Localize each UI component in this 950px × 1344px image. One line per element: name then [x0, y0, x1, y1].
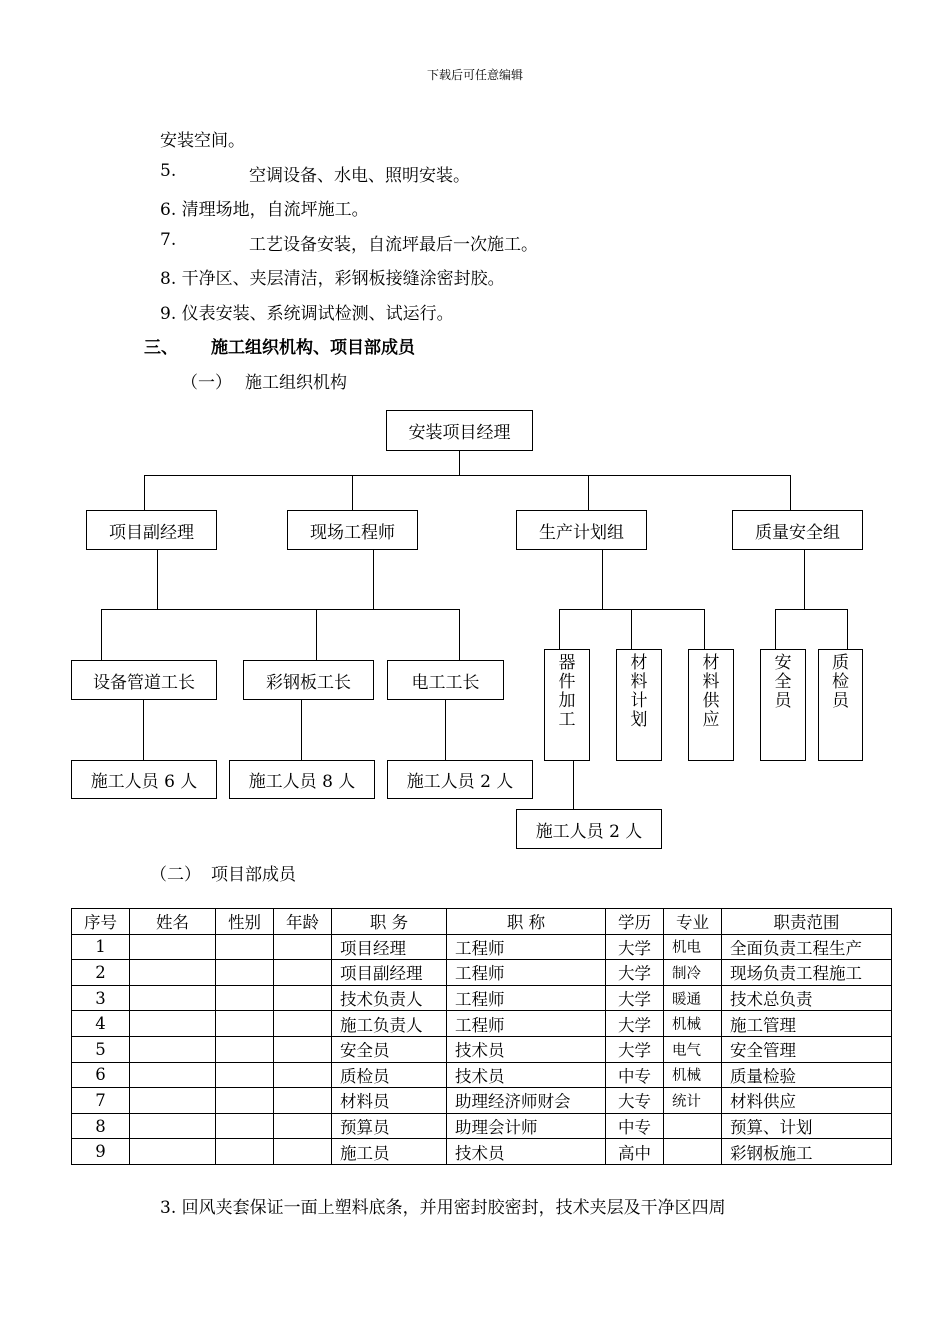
cell-gender — [216, 1011, 274, 1037]
cell-major: 制冷 — [664, 960, 722, 986]
org-node-electrical-foreman: 电工工长 — [387, 660, 504, 700]
cell-title: 工程师 — [447, 1011, 606, 1037]
cell-major: 机械 — [664, 1062, 722, 1088]
cell-index: 4 — [72, 1011, 130, 1037]
table-row — [72, 1113, 892, 1139]
cell-major: 统计 — [664, 1088, 722, 1114]
cell-name — [130, 1139, 216, 1165]
cell-age — [274, 1088, 332, 1114]
cell-age — [274, 1113, 332, 1139]
cell-name — [130, 1036, 216, 1062]
org-node-production-planning: 生产计划组 — [516, 510, 647, 550]
cell-title: 技术员 — [447, 1062, 606, 1088]
cell-index: 6 — [72, 1062, 130, 1088]
cell-position: 项目经理 — [332, 934, 447, 960]
cell-major: 暖通 — [664, 985, 722, 1011]
cell-index: 2 — [72, 960, 130, 986]
org-node-deputy-manager: 项目副经理 — [86, 510, 217, 550]
cell-title: 工程师 — [447, 934, 606, 960]
cell-title: 助理经济师财会 — [447, 1088, 606, 1114]
cell-education: 高中 — [606, 1139, 664, 1165]
table-row — [72, 1062, 892, 1088]
cell-responsibility: 彩钢板施工 — [722, 1139, 892, 1165]
col-header-index: 序号 — [72, 909, 130, 935]
cell-responsibility: 技术总负责 — [722, 985, 892, 1011]
cell-position: 技术负责人 — [332, 985, 447, 1011]
cell-name — [130, 1062, 216, 1088]
cell-index: 7 — [72, 1088, 130, 1114]
cell-gender — [216, 960, 274, 986]
table-row — [72, 934, 892, 960]
cell-title: 技术员 — [447, 1139, 606, 1165]
cell-gender — [216, 1088, 274, 1114]
cell-major — [664, 1139, 722, 1165]
cell-name — [130, 934, 216, 960]
cell-gender — [216, 1062, 274, 1088]
org-node-steel-panel-foreman: 彩钢板工长 — [243, 660, 374, 700]
cell-gender — [216, 985, 274, 1011]
cell-index: 8 — [72, 1113, 130, 1139]
cell-education: 大专 — [606, 1088, 664, 1114]
text-line-footer: 3. 回风夹套保证一面上塑料底条，并用密封胶密封，技术夹层及干净区四周 — [160, 1198, 726, 1218]
list-text-7: 工艺设备安装，自流坪最后一次施工。 — [249, 235, 538, 255]
cell-position: 施工员 — [332, 1139, 447, 1165]
cell-title: 技术员 — [447, 1036, 606, 1062]
cell-position: 安全员 — [332, 1036, 447, 1062]
cell-education: 大学 — [606, 1011, 664, 1037]
cell-gender — [216, 934, 274, 960]
cell-gender — [216, 1113, 274, 1139]
subsection-1-title: 施工组织机构 — [245, 373, 347, 393]
cell-name — [130, 1011, 216, 1037]
col-header-title: 职 称 — [447, 909, 606, 935]
table-row — [72, 1036, 892, 1062]
table-row — [72, 1011, 892, 1037]
table-row — [72, 985, 892, 1011]
col-header-age: 年龄 — [274, 909, 332, 935]
cell-responsibility: 全面负责工程生产 — [722, 934, 892, 960]
cell-age — [274, 1036, 332, 1062]
col-header-education: 学历 — [606, 909, 664, 935]
section-3-number: 三、 — [144, 338, 178, 358]
cell-position: 预算员 — [332, 1113, 447, 1139]
org-node-quality-inspector: 质 检 员 — [818, 649, 863, 761]
col-header-name: 姓名 — [130, 909, 216, 935]
org-node-material-planning: 材 料 计 划 — [616, 649, 662, 761]
cell-name — [130, 1088, 216, 1114]
org-node-workers-2: 施工人员 2 人 — [387, 760, 533, 799]
org-node-quality-safety: 质量安全组 — [732, 510, 863, 550]
cell-title: 工程师 — [447, 985, 606, 1011]
cell-responsibility: 质量检验 — [722, 1062, 892, 1088]
cell-responsibility: 施工管理 — [722, 1011, 892, 1037]
org-node-material-supply: 材 料 供 应 — [688, 649, 734, 761]
cell-index: 1 — [72, 934, 130, 960]
cell-education: 大学 — [606, 960, 664, 986]
org-root-box: 安装项目经理 — [386, 410, 533, 451]
org-node-workers-8: 施工人员 8 人 — [229, 760, 375, 799]
cell-education: 大学 — [606, 934, 664, 960]
cell-index: 5 — [72, 1036, 130, 1062]
list-num-7: 7. — [160, 230, 177, 250]
cell-name — [130, 960, 216, 986]
cell-major: 机械 — [664, 1011, 722, 1037]
cell-gender — [216, 1036, 274, 1062]
cell-responsibility: 安全管理 — [722, 1036, 892, 1062]
cell-position: 质检员 — [332, 1062, 447, 1088]
members-table — [71, 908, 892, 1165]
cell-age — [274, 934, 332, 960]
cell-index: 3 — [72, 985, 130, 1011]
cell-age — [274, 1011, 332, 1037]
cell-responsibility: 预算、计划 — [722, 1113, 892, 1139]
cell-responsibility: 现场负责工程施工 — [722, 960, 892, 986]
col-header-gender: 性别 — [216, 909, 274, 935]
org-node-workers-6: 施工人员 6 人 — [71, 760, 217, 799]
col-header-responsibility: 职责范围 — [722, 909, 892, 935]
list-num-5: 5. — [160, 161, 177, 181]
list-item-8: 8. 干净区、夹层清洁，彩钢板接缝涂密封胶。 — [160, 269, 505, 289]
cell-name — [130, 985, 216, 1011]
cell-age — [274, 1139, 332, 1165]
list-item-6: 6. 清理场地，自流坪施工。 — [160, 200, 369, 220]
cell-position: 材料员 — [332, 1088, 447, 1114]
org-node-parts-processing: 器 件 加 工 — [544, 649, 590, 761]
subsection-2-number: （二） — [150, 865, 201, 885]
cell-education: 中专 — [606, 1062, 664, 1088]
org-node-site-engineer: 现场工程师 — [287, 510, 418, 550]
cell-major — [664, 1113, 722, 1139]
list-text-5: 空调设备、水电、照明安装。 — [249, 166, 470, 186]
cell-major: 电气 — [664, 1036, 722, 1062]
col-header-major: 专业 — [664, 909, 722, 935]
table-row — [72, 960, 892, 986]
subsection-2-title: 项目部成员 — [211, 865, 296, 885]
org-node-equipment-foreman: 设备管道工长 — [71, 660, 217, 700]
subsection-1-number: （一） — [181, 373, 232, 393]
list-item-9: 9. 仪表安装、系统调试检测、试运行。 — [160, 304, 454, 324]
cell-major: 机电 — [664, 934, 722, 960]
col-header-position: 职 务 — [332, 909, 447, 935]
cell-name — [130, 1113, 216, 1139]
table-row — [72, 1139, 892, 1165]
cell-title: 助理会计师 — [447, 1113, 606, 1139]
table-header-row — [72, 909, 892, 935]
cell-age — [274, 985, 332, 1011]
cell-education: 大学 — [606, 1036, 664, 1062]
cell-position: 施工负责人 — [332, 1011, 447, 1037]
cell-title: 工程师 — [447, 960, 606, 986]
cell-index: 9 — [72, 1139, 130, 1165]
text-line-0: 安装空间。 — [160, 131, 245, 151]
cell-responsibility: 材料供应 — [722, 1088, 892, 1114]
cell-position: 项目副经理 — [332, 960, 447, 986]
cell-education: 中专 — [606, 1113, 664, 1139]
cell-age — [274, 960, 332, 986]
page-header-note: 下载后可任意编辑 — [426, 68, 523, 82]
section-3-title: 施工组织机构、项目部成员 — [211, 338, 415, 358]
org-node-safety-officer: 安 全 员 — [760, 649, 806, 761]
cell-age — [274, 1062, 332, 1088]
table-row — [72, 1088, 892, 1114]
cell-education: 大学 — [606, 985, 664, 1011]
org-node-fab-workers-2: 施工人员 2 人 — [516, 809, 662, 849]
cell-gender — [216, 1139, 274, 1165]
